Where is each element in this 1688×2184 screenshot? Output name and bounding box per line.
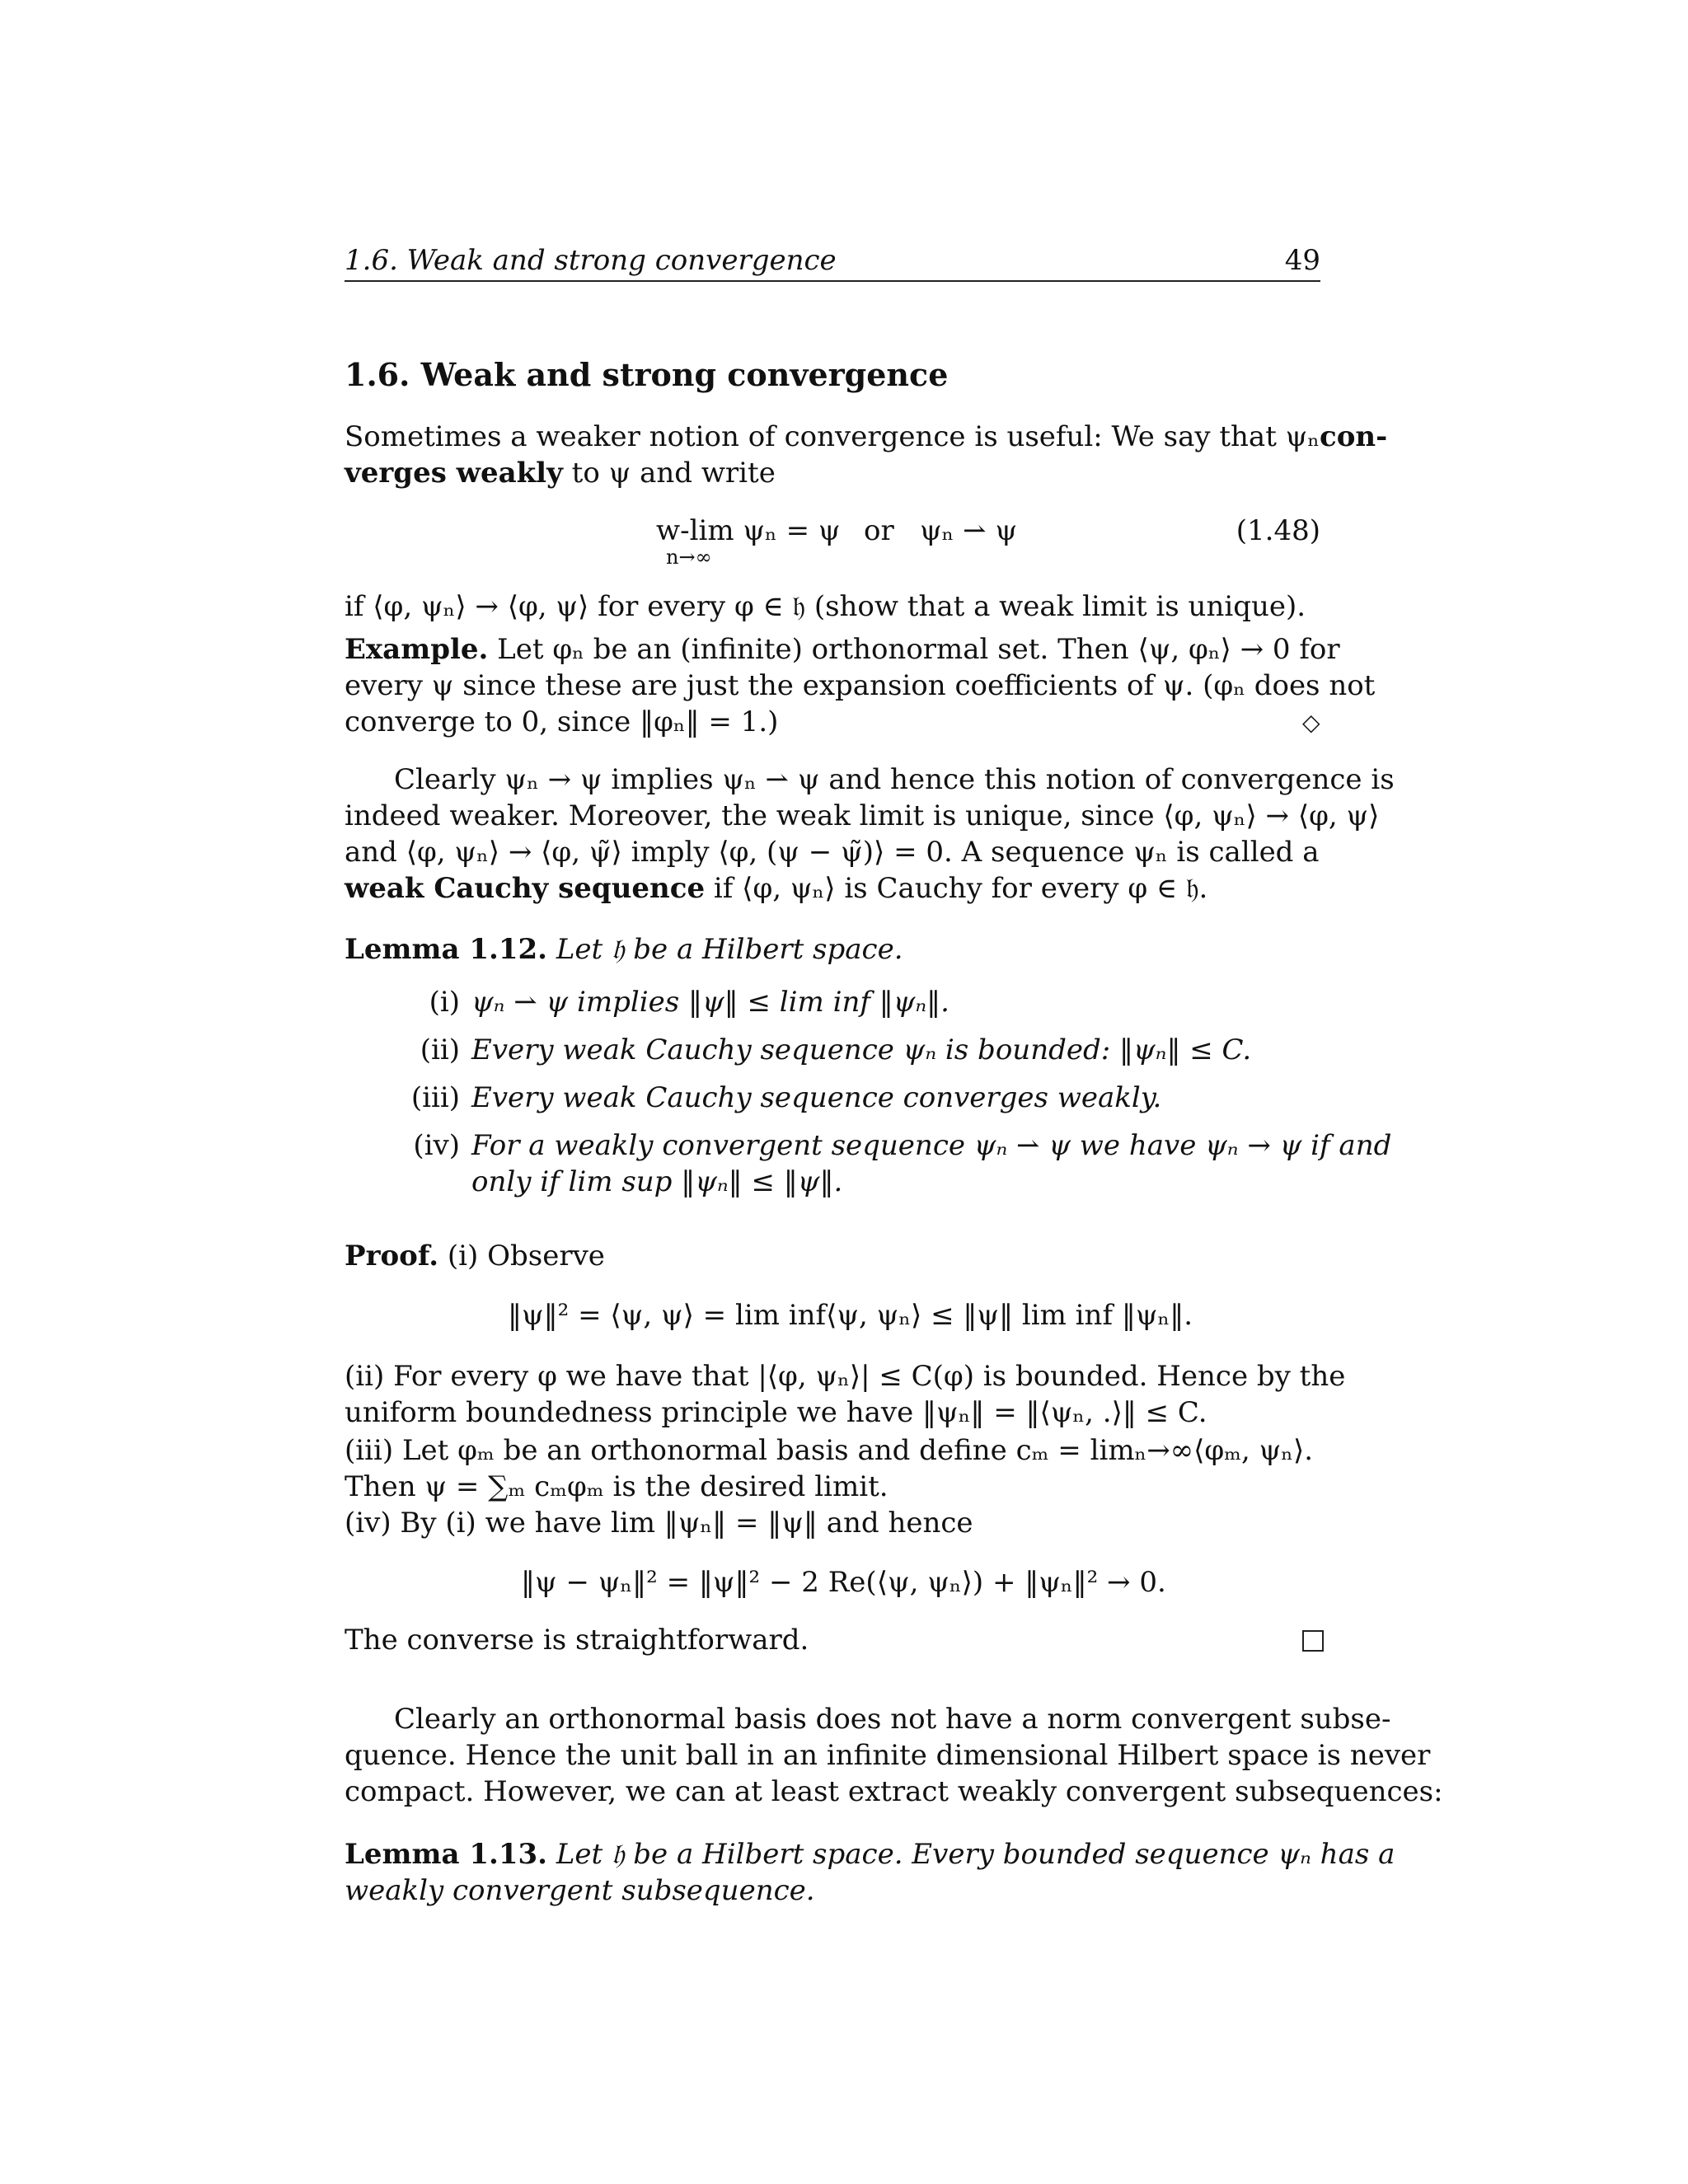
lemma-1-12-statement: [345, 931, 1320, 968]
proof-equation-1: ‖ψ‖² = ⟨ψ, ψ⟩ = lim inf⟨ψ, ψₙ⟩ ≤ ‖ψ‖ lim inf ‖ψₙ‖.: [508, 1299, 1193, 1332]
example-line: every ψ since these are just the expansion coefficients of ψ. (φₙ does not: [345, 669, 1376, 702]
paragraph-line: quence. Hence the unit ball in an infinite dimensional Hilbert space is never: [345, 1739, 1431, 1772]
proof-line: (iv) By (i) we have lim ‖ψₙ‖ = ‖ψ‖ and hence: [345, 1507, 973, 1540]
qed-box-icon: [1302, 1630, 1324, 1652]
lemma-label: Lemma 1.13.: [345, 1838, 548, 1871]
text-run: if ⟨φ, ψₙ⟩ is Cauchy for every φ ∈ 𝔥.: [705, 872, 1208, 905]
lemma-text: Let 𝔥 be a Hilbert space.: [547, 933, 903, 966]
proof-line: Then ψ = ∑ₘ cₘφₘ is the desired limit.: [345, 1470, 889, 1503]
proof-line: (iii) Let φₘ be an orthonormal basis and define cₘ = limₙ→∞⟨φₘ, ψₙ⟩.: [345, 1434, 1314, 1467]
running-title: 1.6. Weak and strong convergence: [345, 244, 837, 277]
proof-line: uniform boundedness principle we have ‖ψₙ‖ = ‖⟨ψₙ, .⟩‖ ≤ C.: [345, 1396, 1207, 1429]
lemma-1-13-continued: weakly convergent subsequence.: [345, 1874, 815, 1907]
lemma-label: Lemma 1.12.: [345, 933, 548, 966]
lemma-item-text: For a weakly convergent sequence ψₙ ⇀ ψ we have ψₙ → ψ if and: [471, 1129, 1392, 1162]
lemma-item-text: Every weak Cauchy sequence converges weakly.: [471, 1081, 1162, 1114]
proof-line: [345, 1238, 1320, 1274]
equation-or: or: [864, 514, 894, 547]
paragraph-line: if ⟨φ, ψₙ⟩ → ⟨φ, ψ⟩ for every φ ∈ 𝔥 (show that a weak limit is unique).: [345, 590, 1306, 623]
proof-label: Proof.: [345, 1240, 439, 1272]
text-run: Let φₙ be an (infinite) orthonormal set. Then ⟨ψ, φₙ⟩ → 0 for: [488, 633, 1340, 666]
proof-line: The converse is straightforward.: [345, 1624, 809, 1657]
page-number: 49: [1284, 244, 1320, 277]
bold-term: weak Cauchy sequence: [345, 872, 706, 905]
paragraph-line: compact. However, we can at least extract weakly convergent subsequences:: [345, 1775, 1443, 1808]
bold-term: con-: [1320, 420, 1388, 453]
proof-equation-2: ‖ψ − ψₙ‖² = ‖ψ‖² − 2 Re(⟨ψ, ψₙ⟩) + ‖ψₙ‖² → 0.: [521, 1566, 1166, 1599]
example-line: [345, 631, 1340, 668]
proof-line: (ii) For every φ we have that |⟨φ, ψₙ⟩| ≤ C(φ) is bounded. Hence by the: [345, 1360, 1346, 1393]
example-label: Example.: [345, 633, 489, 666]
equation-1-48-lhs: w-lim ψₙ = ψ: [656, 514, 841, 547]
text-run: (i) Observe: [438, 1240, 605, 1272]
paragraph-line: [345, 870, 1320, 907]
lemma-item-text: Every weak Cauchy sequence ψₙ is bounded: ‖ψₙ‖ ≤ C.: [471, 1033, 1252, 1066]
lemma-1-13-statement: [345, 1836, 1395, 1872]
lemma-item-label: (iii): [410, 1081, 460, 1114]
running-header: [345, 244, 1320, 282]
equation-limit-subscript: n→∞: [666, 546, 712, 569]
lemma-item-text-continued: only if lim sup ‖ψₙ‖ ≤ ‖ψ‖.: [471, 1165, 843, 1198]
lemma-text: Let 𝔥 be a Hilbert space. Every bounded sequence ψₙ has a: [547, 1838, 1395, 1871]
paragraph-line: [345, 419, 1388, 455]
lemma-item-label: (i): [429, 986, 460, 1019]
example-end-diamond: ◇: [1302, 709, 1320, 736]
lemma-item-text: ψₙ ⇀ ψ implies ‖ψ‖ ≤ lim inf ‖ψₙ‖.: [471, 986, 950, 1019]
paragraph-line: indeed weaker. Moreover, the weak limit is unique, since ⟨φ, ψₙ⟩ → ⟨φ, ψ⟩: [345, 799, 1380, 832]
equation-number: (1.48): [1236, 514, 1320, 547]
paragraph-line: Clearly an orthonormal basis does not have a norm convergent subse-: [394, 1703, 1391, 1736]
paragraph-line: Clearly ψₙ → ψ implies ψₙ ⇀ ψ and hence this notion of convergence is: [394, 763, 1395, 796]
paragraph-line: and ⟨φ, ψₙ⟩ → ⟨φ, ψ̃⟩ imply ⟨φ, (ψ − ψ̃)⟩ = 0. A sequence ψₙ is called a: [345, 836, 1320, 869]
example-line: converge to 0, since ‖φₙ‖ = 1.): [345, 705, 779, 738]
lemma-item-label: (iv): [413, 1129, 460, 1162]
bold-term: verges weakly: [345, 457, 563, 490]
text-run: Sometimes a weaker notion of convergence is useful: We say that ψₙ: [345, 420, 1320, 453]
section-title: 1.6. Weak and strong convergence: [345, 356, 949, 393]
text-run: to ψ and write: [562, 457, 776, 490]
equation-1-48-rhs: ψₙ ⇀ ψ: [920, 514, 1018, 547]
paragraph-line: [345, 455, 1320, 491]
lemma-item-label: (ii): [420, 1033, 460, 1066]
